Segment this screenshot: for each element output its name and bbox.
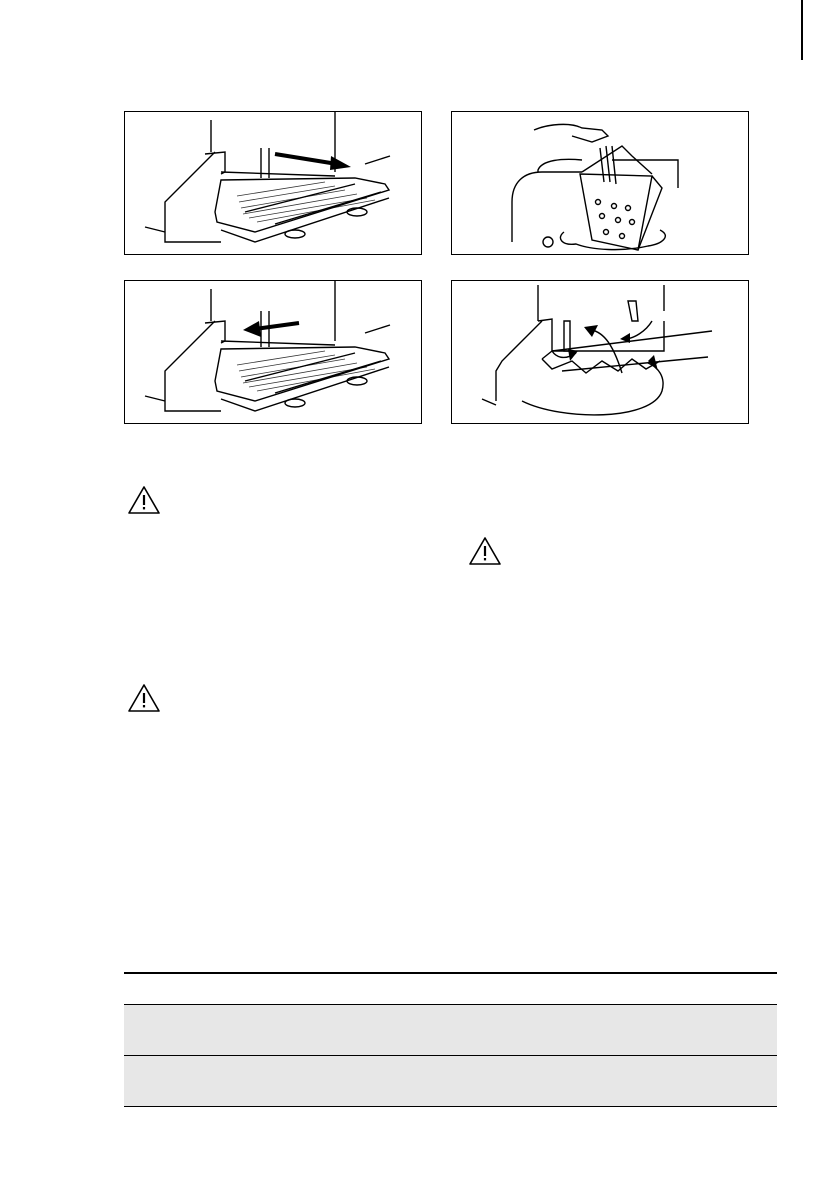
plinth-refit-illustration xyxy=(452,281,748,423)
table-row xyxy=(124,1056,777,1107)
warning-icon xyxy=(126,682,162,714)
filter-insertion-illustration xyxy=(125,281,421,423)
filter-removal-illustration xyxy=(125,112,421,254)
troubleshooting-table xyxy=(124,972,777,1107)
figure-remove-filter xyxy=(124,111,422,255)
table-row xyxy=(124,1005,777,1056)
table-cell xyxy=(124,1056,451,1107)
warning-icon xyxy=(467,535,503,567)
figure-wash-filter xyxy=(451,111,749,255)
page-edge-mark xyxy=(801,0,803,60)
table-header-cell xyxy=(451,973,778,1005)
figure-refit-plinth xyxy=(451,280,749,424)
table-header-cell xyxy=(124,973,451,1005)
table-cell xyxy=(451,1056,778,1107)
warning-icon xyxy=(126,484,162,516)
table-cell xyxy=(451,1005,778,1056)
table-header-row xyxy=(124,973,777,1005)
filter-rinse-illustration xyxy=(452,112,748,254)
table-cell xyxy=(124,1005,451,1056)
figure-insert-filter xyxy=(124,280,422,424)
